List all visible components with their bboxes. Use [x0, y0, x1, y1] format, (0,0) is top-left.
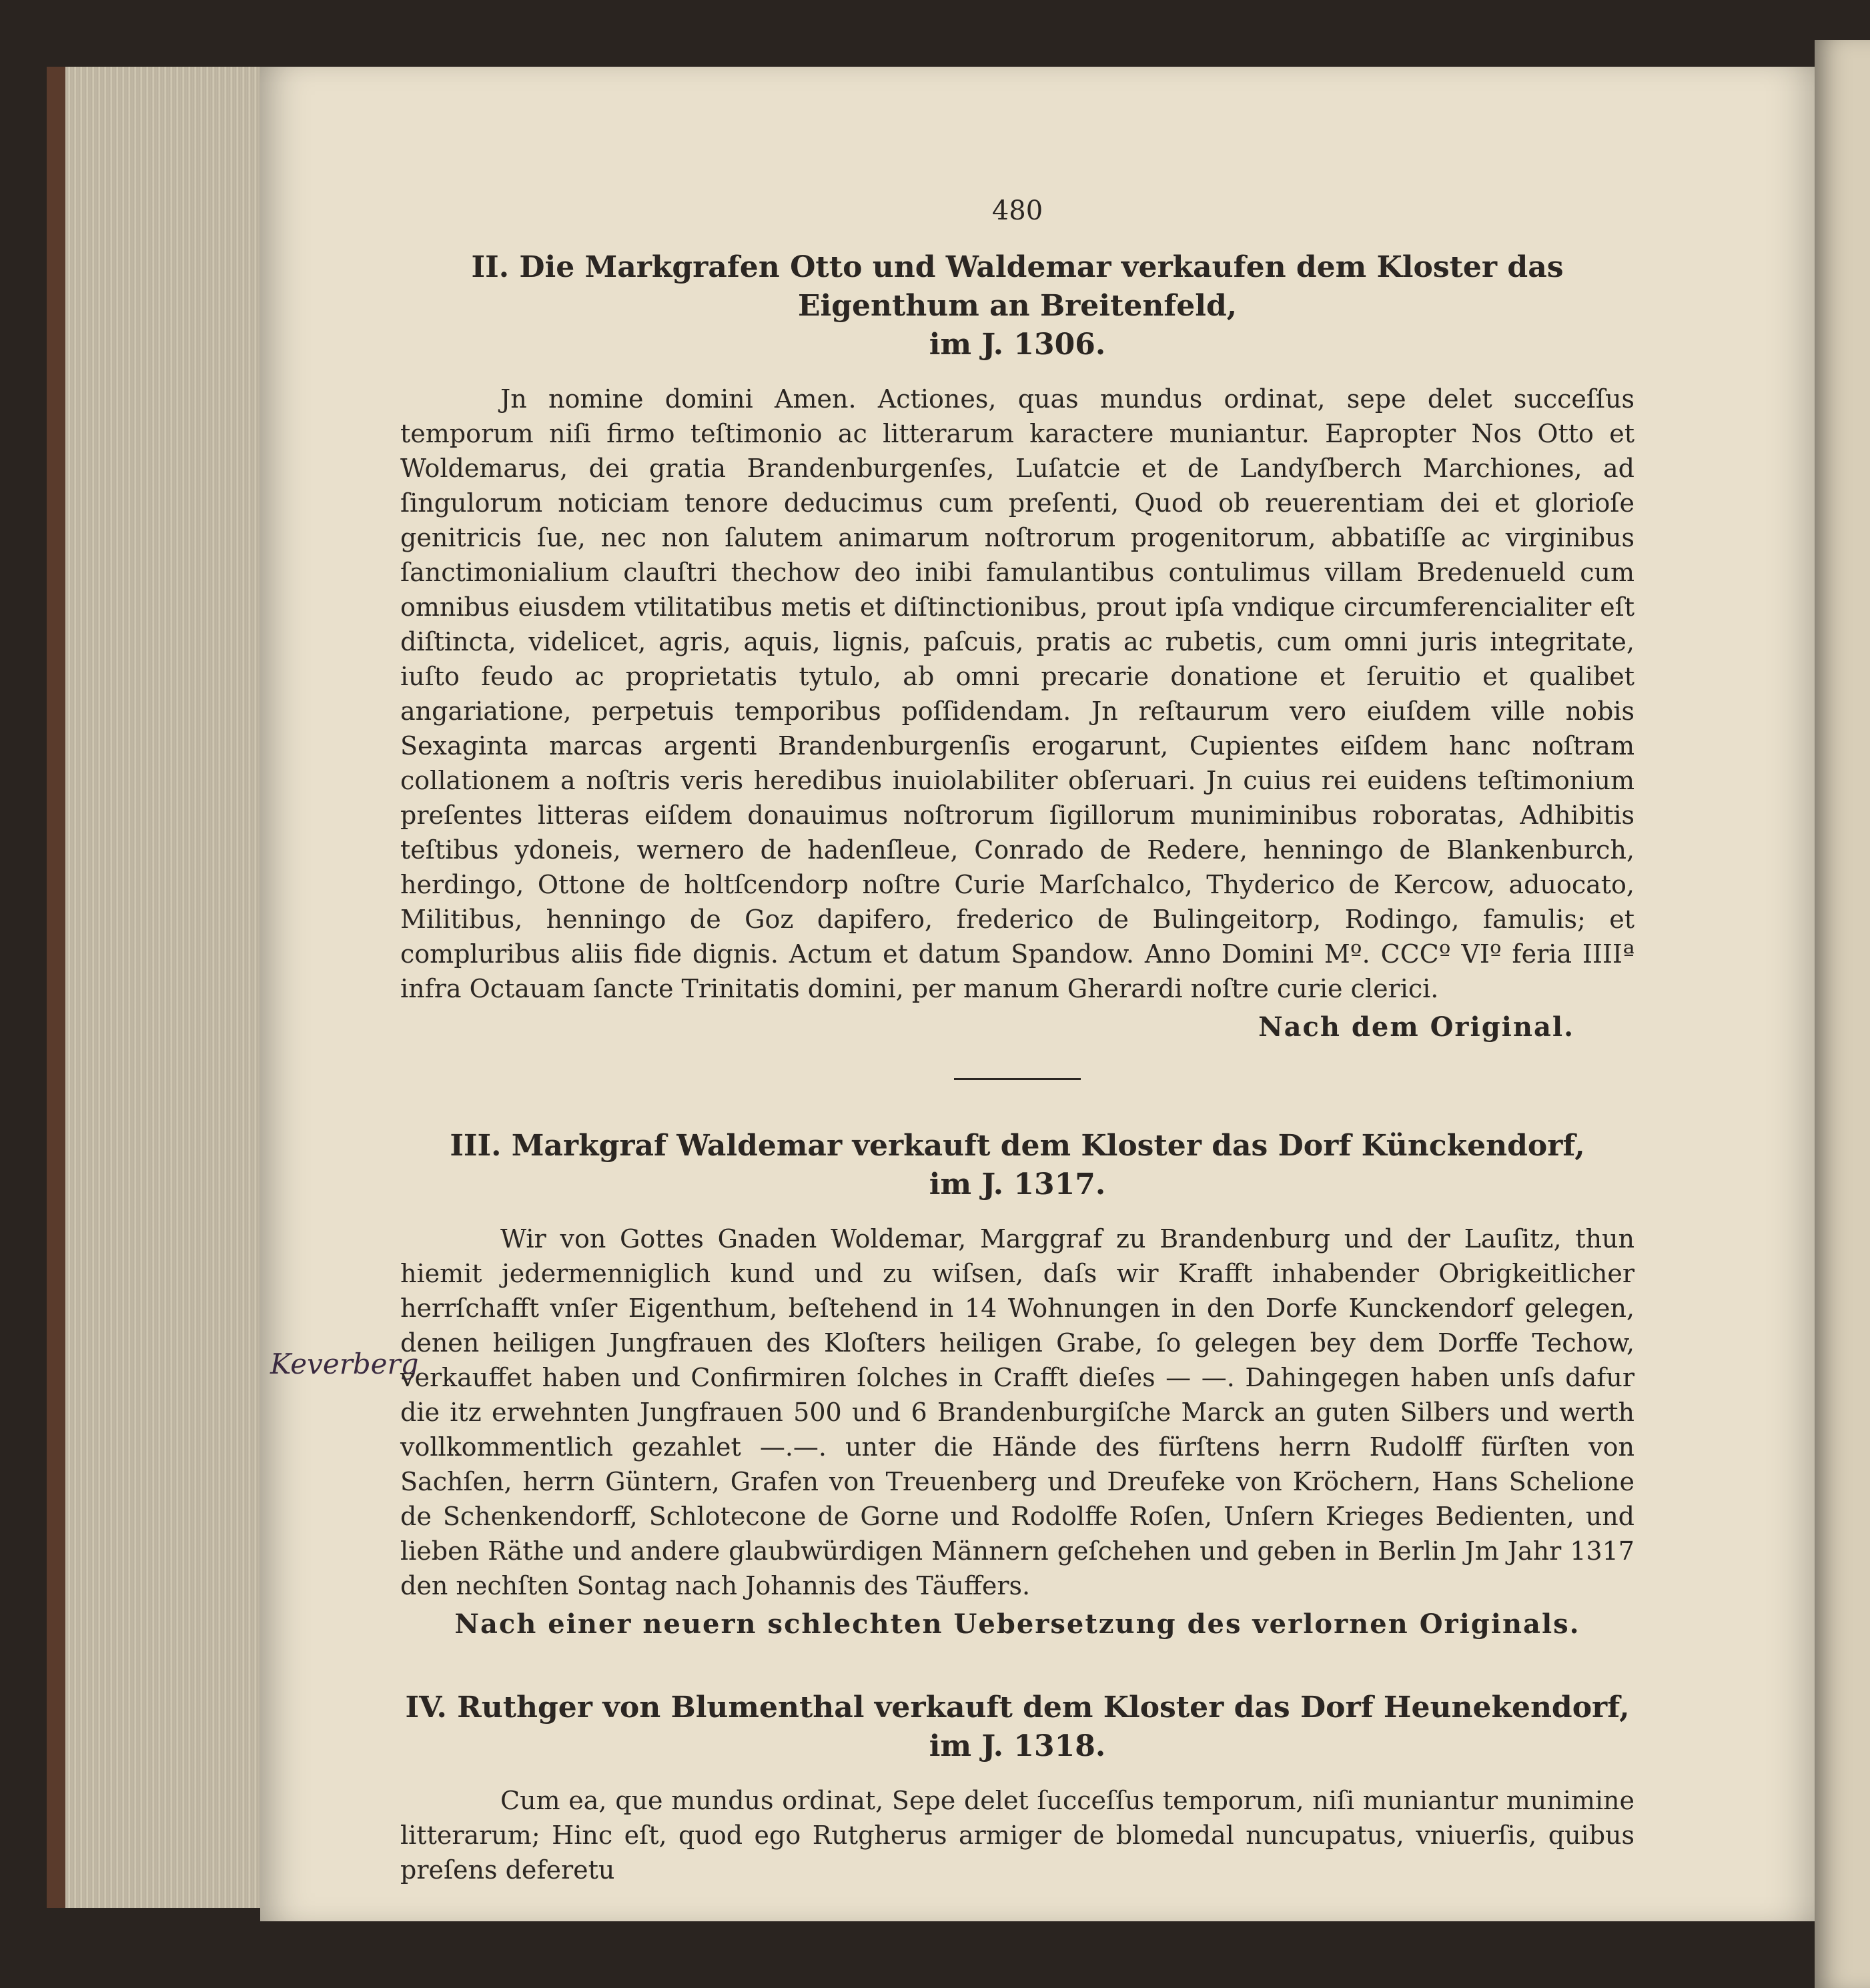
- page-content: [400, 193, 1634, 1901]
- section-divider: [954, 1078, 1081, 1080]
- page-number: 480: [991, 195, 1043, 226]
- section-heading: [400, 1127, 1634, 1204]
- section-source: Nach einer neuern schlechten Uebersetzung des verlornen Originals.: [454, 1608, 1580, 1640]
- facing-page-edge: [1815, 40, 1870, 1988]
- section-iv: [400, 1688, 1634, 1887]
- heading-line-2: im J. 1306.: [929, 328, 1106, 362]
- section-heading: [400, 248, 1634, 364]
- heading-line-2: im J. 1317.: [929, 1167, 1106, 1201]
- section-body: Cum ea, que mundus ordinat, Sepe delet ſucceſſus temporum, niſi muniantur munimine litterarum; Hinc eſt, quod ego Rutgherus armiger de blomedal nuncupatus, vniuerſis, quibus preſens deferetu: [400, 1786, 1634, 1885]
- handwritten-margin-note: Keverberg: [270, 1348, 419, 1380]
- heading-line-1: III. Markgraf Waldemar verkauft dem Kloster das Dorf Künckendorf,: [450, 1129, 1585, 1163]
- section-heading: [400, 1688, 1634, 1766]
- heading-line-1: II. Die Markgrafen Otto und Waldemar verkaufen dem Kloster das Eigenthum an Breitenfeld,: [471, 250, 1564, 323]
- heading-line-1: IV. Ruthger von Blumenthal verkauft dem Kloster das Dorf Heunekendorf,: [405, 1690, 1630, 1724]
- section-iii: [400, 1127, 1634, 1642]
- section-body: Jn nomine domini Amen. Actiones, quas mundus ordinat, sepe delet succeſſus temporum niſi firmo teſtimonio ac litterarum karactere muniantur. Eapropter Nos Otto et Woldemarus, dei gratia Brandenburgenſes, Luſatcie et de Landyſberch Marchiones, ad ſingulorum noticiam tenore deducimus cum preſenti, Quod ob reuerentiam dei et glorioſe genitricis ſue, nec non ſalutem animarum noſtrorum progenitorum, abbatiſſe ac virginibus ſanctimonialium clauſtri thechow deo inibi famulantibus contulimus villam Bredenueld cum omnibus eiusdem vtilitatibus metis et diſtinctionibus, prout ipſa vndique circumferencialiter eſt diſtincta, videlicet, agris, aquis, lignis, paſcuis, pratis ac rubetis, cum omni juris integritate, iuſto feudo ac proprietatis tytulo, ab omni precarie donatione et ſeruitio et qualibet angariatione, perpetuis temporibus poſſidendam. Jn reſtaurum vero eiuſdem ville nobis Sexaginta marcas argenti Brandenburgenſis erogarunt, Cupientes eiſdem hanc noſtram collationem a noſtris veris heredibus inuiolabiliter obſeruari. Jn cuius rei euidens teſtimonium preſentes litteras eiſdem donauimus noſtrorum ſigillorum muniminibus roboratas, Adhibitis teſtibus ydoneis, wernero de hadenſleue, Conrado de Redere, henningo de Blankenburch, herdingo, Ottone de holtſcendorp noſtre Curie Marſchalco, Thyderico de Kercow, aduocato, Militibus, henningo de Goz dapifero, frederico de Bulingeitorp, Rodingo, famulis; et compluribus aliis fide dignis. Actum et datum Spandow. Anno Domini Mº. CCCº VIº feria IIIIª infra Octauam ſancte Trinitatis domini, per manum Gherardi noſtre curie clerici.: [400, 384, 1634, 1003]
- section-body: Wir von Gottes Gnaden Woldemar, Marggraf zu Brandenburg und der Lauſitz, thun hiemit jedermenniglich kund und zu wiſsen, daſs wir Krafft inhabender Obrigkeitlicher herrſchafft vnſer Eigenthum, beſtehend in 14 Wohnungen in den Dorfe Kunckendorf gelegen, denen heiligen Jungfrauen des Kloſters heiligen Grabe, ſo gelegen bey dem Dorffe Techow, verkauffet haben und Confirmiren ſolches in Crafft dieſes — —. Dahingegen haben unſs dafur die itz erwehnten Jungfrauen 500 und 6 Brandenburgiſche Marck an guten Silbers und werth vollkommentlich gezahlet —.—. unter die Hände des fürſtens herrn Rudolff fürſten von Sachſen, herrn Güntern, Grafen von Treuenberg und Dreufeke von Kröchern, Hans Schelione de Schenkendorff, Schlotecone de Gorne und Rodolffe Roſen, Unſern Krieges Bedienten, und lieben Räthe und andere glaubwürdigen Männern geſchehen und geben in Berlin Jm Jahr 1317 den nechſten Sontag nach Johannis des Täuffers.: [400, 1224, 1634, 1600]
- section-source: Nach dem Original.: [1258, 1011, 1574, 1043]
- book-page-stack: [47, 67, 292, 1908]
- heading-line-2: im J. 1318.: [929, 1729, 1106, 1763]
- section-ii: [400, 248, 1634, 1045]
